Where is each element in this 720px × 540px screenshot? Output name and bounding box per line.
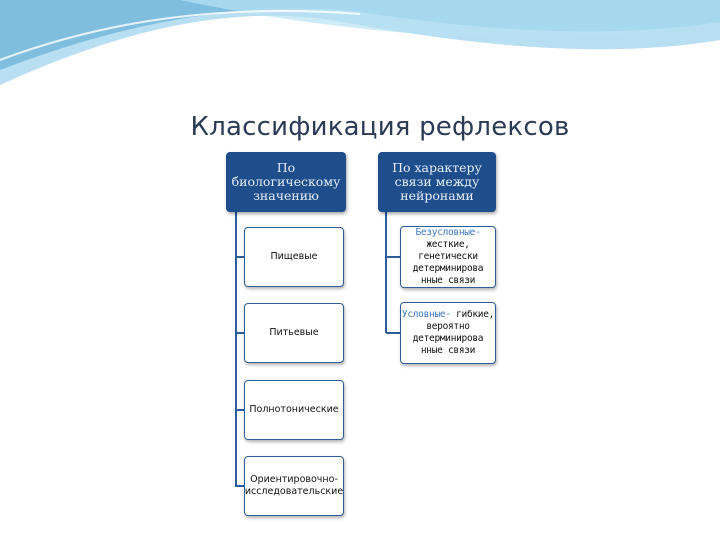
node-label: Полнотонические <box>249 404 339 415</box>
node-label: Пищевые <box>270 251 318 262</box>
node-description: жесткие, генетически детерминирова нные связи <box>412 239 484 286</box>
header-character-label: По характеру связи между нейронами <box>392 160 482 203</box>
node-accent-label: Безусловные- <box>415 227 481 238</box>
node-text <box>401 309 495 357</box>
node-food-reflexes <box>244 227 344 287</box>
node-label: Ориентировочно-исследовательские <box>244 474 344 497</box>
background-wave <box>0 0 720 120</box>
header-neuron-connection-character <box>378 152 496 212</box>
node-text <box>401 227 495 287</box>
node-polytonic-reflexes <box>244 380 344 440</box>
node-drinking-reflexes <box>244 303 344 363</box>
node-orienting-exploratory-reflexes <box>244 456 344 516</box>
header-biological-significance <box>226 152 346 212</box>
node-label: Питьевые <box>269 327 319 338</box>
page-title: Классификация рефлексов <box>190 112 570 142</box>
node-accent-label: Условные- <box>401 309 451 320</box>
node-description: гибкие, вероятно детерминирова нные связи <box>412 309 495 356</box>
node-unconditioned-reflexes <box>400 226 496 288</box>
header-bio-label: По биологическому значению <box>231 160 341 203</box>
node-conditioned-reflexes <box>400 302 496 364</box>
